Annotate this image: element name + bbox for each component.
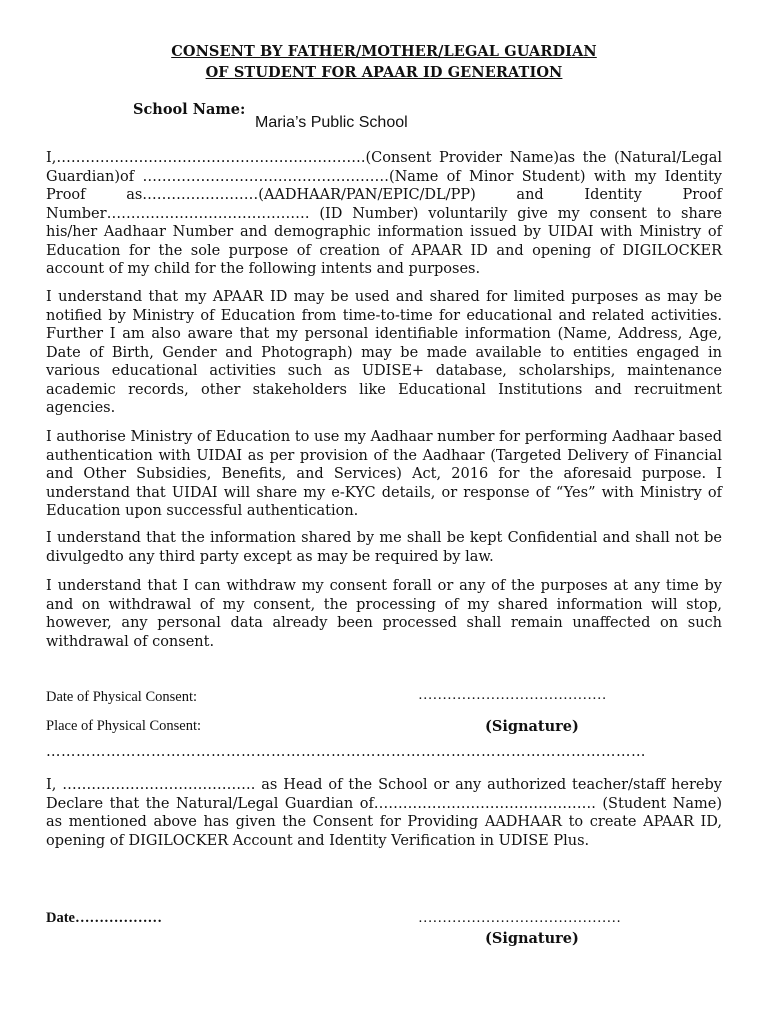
school-name-value: Maria’s Public School	[255, 114, 408, 131]
form-title-line-1: CONSENT BY FATHER/MOTHER/LEGAL GUARDIAN	[171, 43, 597, 60]
form-title-line-2: OF STUDENT FOR APAAR ID GENERATION	[205, 64, 563, 81]
school-name-label: School Name:	[133, 101, 246, 118]
date-of-physical-consent-label: Date of Physical Consent:	[46, 689, 198, 705]
consent-paragraph-identity: I,……………………………………………………….(Consent Provider Name)as the (Natural/Legal Guardian)of ……………………………………………(Name of Minor Student) with my Identity Proof as……………………(AADHAAR/PAN/EPIC/DL/PP) and Identity Proof Number…………………………………… (ID Number) voluntarily give my consent to share his/her Aadhaar Number and demographic information issued by UIDAI with Ministry of Education for the sole purpose of creation of APAAR ID and opening of DIGILOCKER account of my child for the following intents and purposes.	[46, 150, 722, 277]
consent-paragraph-confidentiality: I understand that the information shared by me shall be kept Confidential and shall not be divulgedto any third party except as may be required by law.	[46, 530, 722, 565]
place-of-physical-consent-label: Place of Physical Consent:	[46, 718, 202, 734]
consent-signature-label: (Signature)	[485, 718, 579, 735]
footer-date-field[interactable]: Date………………	[46, 910, 162, 926]
consent-paragraph-withdrawal: I understand that I can withdraw my consent forall or any of the purposes at any time by and on withdrawal of my consent, the processing of my shared information will stop, however, any personal data already been processed shall remain unaffected on such withdrawal of consent.	[46, 578, 722, 650]
section-separator: …………………………………………………………………………………………………………	[46, 744, 646, 760]
consent-signature-line[interactable]: …………………………………	[418, 687, 607, 703]
footer-signature-label: (Signature)	[485, 930, 579, 947]
consent-paragraph-usage: I understand that my APAAR ID may be used and shared for limited purposes as may be notified by Ministry of Education from time-to-time for educational and related activities. Further I am also aware that my personal identifiable information (Name, Address, Age, Date of Birth, Gender and Photograph) may be made available to entities engaged in various educational activities such as UDISE+ database, scholarships, maintenance academic records, other stakeholders like Educational Institutions and recruitment agencies.	[46, 289, 722, 416]
footer-signature-line[interactable]: ……………………………………	[418, 910, 621, 926]
declaration-paragraph: I, …………………………………. as Head of the School or any authorized teacher/staff hereby Declare that the Natural/Legal Guardian of………………………………………. (Student Name) as mentioned above has given the Consent for Providing AADHAAR to create APAAR ID, opening of DIGILOCKER Account and Identity Verification in UDISE Plus.	[46, 777, 722, 849]
consent-paragraph-authorisation: I authorise Ministry of Education to use my Aadhaar number for performing Aadhaar based authentication with UIDAI as per provision of the Aadhaar (Targeted Delivery of Financial and Other Subsidies, Benefits, and Services) Act, 2016 for the aforesaid purpose. I understand that UIDAI will share my e-KYC details, or response of “Yes” with Ministry of Education upon successful authentication.	[46, 429, 722, 519]
